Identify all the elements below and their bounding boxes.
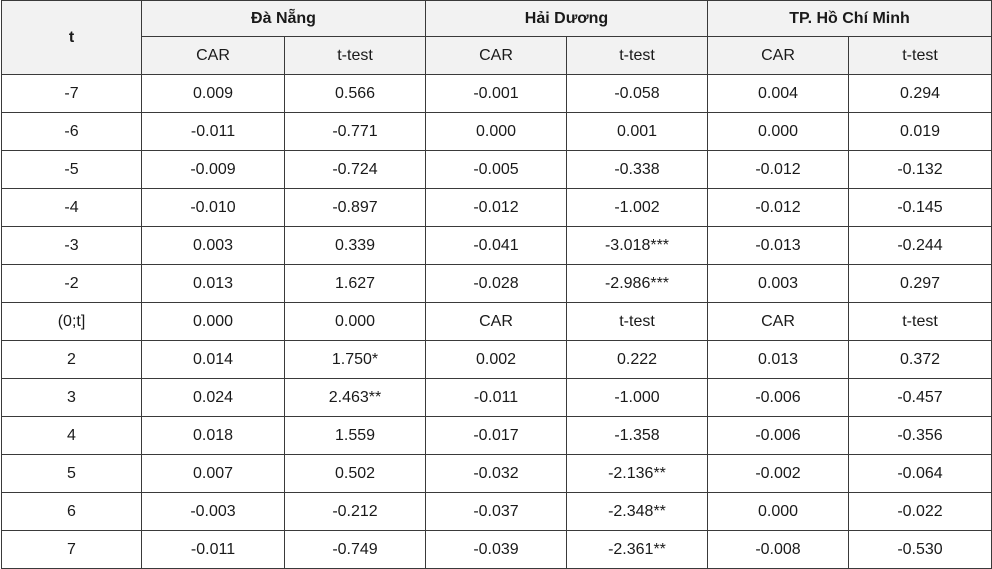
cell-hai-duong-car: -0.012 xyxy=(426,189,567,227)
cell-hai-duong-car: -0.017 xyxy=(426,417,567,455)
cell-hcm-ttest: 0.294 xyxy=(849,75,992,113)
cell-da-nang-ttest: 2.463** xyxy=(285,379,426,417)
header-group-da-nang: Đà Nẵng xyxy=(142,1,426,37)
header-sub-car: CAR xyxy=(142,37,285,75)
cell-hcm-car: 0.003 xyxy=(708,265,849,303)
table-row xyxy=(2,341,992,379)
cell-t: 6 xyxy=(2,493,142,531)
cell-hcm-car: -0.002 xyxy=(708,455,849,493)
cell-hcm-car: -0.006 xyxy=(708,379,849,417)
cell-da-nang-car: 0.024 xyxy=(142,379,285,417)
cell-t: -3 xyxy=(2,227,142,265)
table-row xyxy=(2,417,992,455)
cell-da-nang-car: 0.013 xyxy=(142,265,285,303)
header-sub-ttest: t-test xyxy=(285,37,426,75)
header-sub-row xyxy=(2,37,992,75)
cell-hcm-ttest: -0.145 xyxy=(849,189,992,227)
cell-da-nang-car: 0.009 xyxy=(142,75,285,113)
header-group-hcm: TP. Hồ Chí Minh xyxy=(708,1,992,37)
cell-hai-duong-car: 0.000 xyxy=(426,113,567,151)
table-row xyxy=(2,493,992,531)
cell-da-nang-car: -0.003 xyxy=(142,493,285,531)
cell-t: (0;t] xyxy=(2,303,142,341)
cell-hai-duong-car: CAR xyxy=(426,303,567,341)
cell-hai-duong-ttest: t-test xyxy=(567,303,708,341)
cell-da-nang-ttest: -0.724 xyxy=(285,151,426,189)
cell-hcm-ttest: t-test xyxy=(849,303,992,341)
cell-hai-duong-ttest: -2.136** xyxy=(567,455,708,493)
cell-hai-duong-car: -0.037 xyxy=(426,493,567,531)
table-row xyxy=(2,113,992,151)
cell-hcm-car: -0.008 xyxy=(708,531,849,569)
cell-da-nang-car: 0.000 xyxy=(142,303,285,341)
cell-hai-duong-ttest: 0.222 xyxy=(567,341,708,379)
cell-hai-duong-ttest: 0.001 xyxy=(567,113,708,151)
cell-hai-duong-car: -0.032 xyxy=(426,455,567,493)
cell-hcm-car: 0.000 xyxy=(708,113,849,151)
cell-t: -5 xyxy=(2,151,142,189)
cell-hai-duong-car: -0.041 xyxy=(426,227,567,265)
cell-hai-duong-car: -0.039 xyxy=(426,531,567,569)
cell-t: -6 xyxy=(2,113,142,151)
cell-hai-duong-ttest: -0.058 xyxy=(567,75,708,113)
header-sub-car: CAR xyxy=(708,37,849,75)
cell-da-nang-ttest: -0.212 xyxy=(285,493,426,531)
cell-da-nang-car: 0.018 xyxy=(142,417,285,455)
cell-t: -2 xyxy=(2,265,142,303)
cell-hai-duong-ttest: -1.000 xyxy=(567,379,708,417)
cell-da-nang-ttest: 0.566 xyxy=(285,75,426,113)
cell-hai-duong-car: -0.011 xyxy=(426,379,567,417)
cell-hai-duong-ttest: -0.338 xyxy=(567,151,708,189)
cell-hcm-car: -0.012 xyxy=(708,189,849,227)
cell-hai-duong-ttest: -1.358 xyxy=(567,417,708,455)
cell-hcm-car: 0.004 xyxy=(708,75,849,113)
cell-da-nang-ttest: 1.627 xyxy=(285,265,426,303)
header-group-hai-duong: Hải Dương xyxy=(426,1,708,37)
cell-hai-duong-car: -0.005 xyxy=(426,151,567,189)
header-group-row xyxy=(2,1,992,37)
table-row xyxy=(2,75,992,113)
cell-t: 2 xyxy=(2,341,142,379)
table-row xyxy=(2,189,992,227)
car-results-table xyxy=(1,0,992,569)
cell-hai-duong-car: -0.001 xyxy=(426,75,567,113)
cell-hcm-ttest: -0.064 xyxy=(849,455,992,493)
cell-hai-duong-ttest: -2.348** xyxy=(567,493,708,531)
cell-t: 5 xyxy=(2,455,142,493)
table-row xyxy=(2,455,992,493)
cell-hai-duong-ttest: -3.018*** xyxy=(567,227,708,265)
cell-da-nang-car: -0.011 xyxy=(142,531,285,569)
cell-hcm-ttest: -0.457 xyxy=(849,379,992,417)
cell-hai-duong-car: 0.002 xyxy=(426,341,567,379)
cell-da-nang-ttest: 0.502 xyxy=(285,455,426,493)
cell-t: 3 xyxy=(2,379,142,417)
cell-hcm-car: CAR xyxy=(708,303,849,341)
cell-hcm-ttest: -0.530 xyxy=(849,531,992,569)
cell-hai-duong-car: -0.028 xyxy=(426,265,567,303)
cell-da-nang-ttest: -0.749 xyxy=(285,531,426,569)
cell-da-nang-ttest: 0.000 xyxy=(285,303,426,341)
cell-hcm-ttest: -0.132 xyxy=(849,151,992,189)
table-row xyxy=(2,303,992,341)
table-row xyxy=(2,531,992,569)
cell-da-nang-car: -0.009 xyxy=(142,151,285,189)
cell-da-nang-car: -0.011 xyxy=(142,113,285,151)
cell-hcm-ttest: 0.019 xyxy=(849,113,992,151)
cell-da-nang-car: 0.003 xyxy=(142,227,285,265)
cell-da-nang-ttest: -0.771 xyxy=(285,113,426,151)
cell-hai-duong-ttest: -1.002 xyxy=(567,189,708,227)
cell-hcm-ttest: 0.372 xyxy=(849,341,992,379)
cell-hai-duong-ttest: -2.361** xyxy=(567,531,708,569)
table-row xyxy=(2,265,992,303)
cell-hcm-car: 0.000 xyxy=(708,493,849,531)
cell-hcm-car: -0.006 xyxy=(708,417,849,455)
cell-t: -4 xyxy=(2,189,142,227)
cell-hcm-car: 0.013 xyxy=(708,341,849,379)
cell-da-nang-ttest: 0.339 xyxy=(285,227,426,265)
header-sub-ttest: t-test xyxy=(849,37,992,75)
cell-t: 4 xyxy=(2,417,142,455)
header-t: t xyxy=(2,1,142,75)
header-sub-car: CAR xyxy=(426,37,567,75)
cell-t: 7 xyxy=(2,531,142,569)
table-row xyxy=(2,227,992,265)
cell-hai-duong-ttest: -2.986*** xyxy=(567,265,708,303)
cell-hcm-car: -0.012 xyxy=(708,151,849,189)
cell-hcm-ttest: -0.356 xyxy=(849,417,992,455)
cell-da-nang-car: 0.007 xyxy=(142,455,285,493)
table-body xyxy=(2,75,992,569)
cell-da-nang-car: 0.014 xyxy=(142,341,285,379)
cell-hcm-car: -0.013 xyxy=(708,227,849,265)
cell-hcm-ttest: 0.297 xyxy=(849,265,992,303)
cell-hcm-ttest: -0.244 xyxy=(849,227,992,265)
table-row xyxy=(2,151,992,189)
table-row xyxy=(2,379,992,417)
cell-da-nang-car: -0.010 xyxy=(142,189,285,227)
cell-da-nang-ttest: -0.897 xyxy=(285,189,426,227)
cell-da-nang-ttest: 1.559 xyxy=(285,417,426,455)
cell-da-nang-ttest: 1.750* xyxy=(285,341,426,379)
cell-t: -7 xyxy=(2,75,142,113)
cell-hcm-ttest: -0.022 xyxy=(849,493,992,531)
header-sub-ttest: t-test xyxy=(567,37,708,75)
